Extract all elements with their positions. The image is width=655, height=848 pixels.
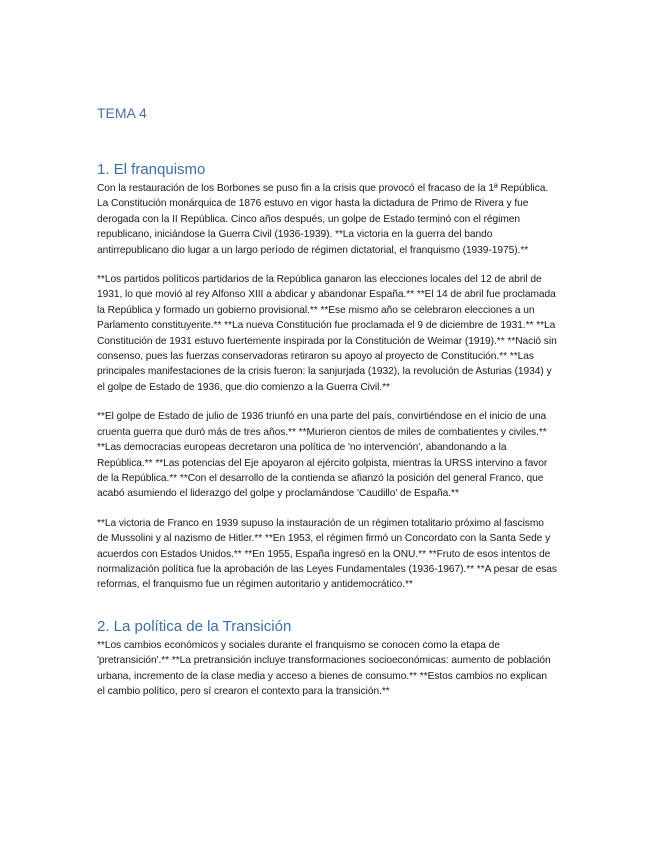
section-title: 1. El franquismo bbox=[97, 161, 206, 178]
document-heading: TEMA 4 bbox=[97, 105, 147, 121]
paragraph: Con la restauración de los Borbones se puso fin a la crisis que provocó el fracaso de la 1ª República. La Constitución monárquica de 1876 estuvo en vigor hasta la dictadura de Primo de Rivera y fue derogada con la II República. Cinco años después, un golpe de Estado terminó con el régimen republicano, iniciándose la Guerra Civil (1936-1939). **La victoria en la guerra del bando antirrepublicano dio lugar a un largo período de régimen dictatorial, el franquismo (1939-1975).** bbox=[97, 183, 549, 256]
document-body bbox=[97, 104, 557, 713]
paragraph: **Los partidos políticos partidarios de la República ganaron las elecciones locales del 12 de abril de 1931, lo que movió al rey Alfonso XIII a abdicar y abandonar España.** **El 14 de abril fue proclamada la República y formado un gobierno provisional.** **Ese mismo año se celebraron elecciones a un Parlamento constituyente.** **La nueva Constitución fue proclamada el 9 de diciembre de 1931.** **La Constitución de 1931 estuvo fuertemente inspirada por la Constitución de Weimar (1919).** **Nació sin consenso, pues las fuerzas conservadoras retiraron su apoyo al proyecto de Constitución.** **Las principales manifestaciones de la crisis fueron: la sanjurjada (1932), la revolución de Asturias (1934) y el golpe de Estado de 1936, que dio comienzo a la Guerra Civil.** bbox=[97, 274, 557, 393]
paragraph: **El golpe de Estado de julio de 1936 triunfó en una parte del país, convirtiéndose en el inicio de una cruenta guerra que duró más de tres años.** **Murieron cientos de miles de combatientes y civiles.** **Las democracias europeas decretaron una política de 'no intervención', abandonando a la República.** **Las potencias del Eje apoyaron al ejército golpista, mientras la URSS intervino a favor de la República.** **Con el desarrollo de la contienda se afianzó la posición del general Franco, que acabó asumiendo el liderazgo del golpe y proclamándose 'Caudillo' de España.** bbox=[97, 411, 548, 500]
section-title: 2. La política de la Transición bbox=[97, 617, 292, 635]
paragraph: **Los cambios económicos y sociales durante el franquismo se conocen como la etapa de 'pretransición'.** **La pretransición incluye transformaciones socioeconómicas: aumento de población urbana, incremento de la clase media y acceso a bienes de consumo.** **Estos cambios no explican el cambio político, pero sí crearon el contexto para la transición.** bbox=[97, 639, 551, 697]
section-transicion bbox=[97, 617, 557, 700]
paragraph: **La victoria de Franco en 1939 supuso la instauración de un régimen totalitario próximo al fascismo de Mussolini y al nazismo de Hitler.** **En 1953, el régimen firmó un Concordato con la Santa Sede y acuerdos con Estados Unidos.** **En 1955, España ingresó en la ONU.** **Fruto de esos intentos de normalización política fue la aprobación de las Leyes Fundamentales (1936-1967).** **A pesar de esas reformas, el franquismo fue un régimen autoritario y antidemocrático.** bbox=[97, 517, 557, 591]
section-franquismo bbox=[97, 160, 557, 593]
